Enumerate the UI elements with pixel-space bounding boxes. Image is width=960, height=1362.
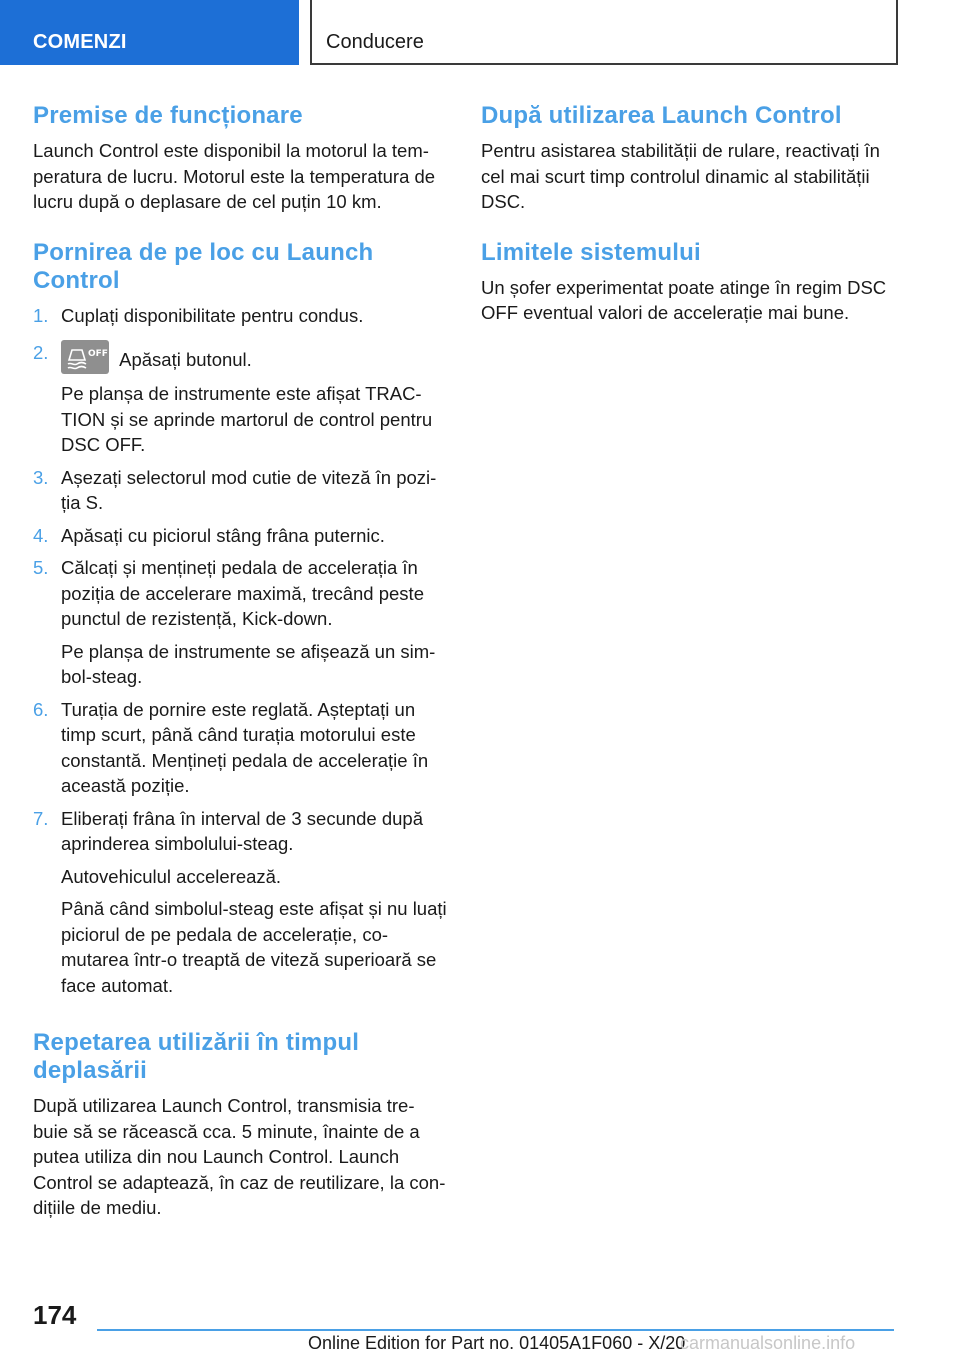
list-item xyxy=(33,697,448,799)
list-item xyxy=(33,806,448,999)
list-item xyxy=(33,523,448,549)
footer-edition: Online Edition for Part no. 01405A1F060 - X/20 xyxy=(308,1333,686,1353)
step-text: Așezați selectorul mod cutie de viteză în pozi-ția S. xyxy=(61,466,437,513)
dsc-off-button-icon xyxy=(61,340,109,374)
list-item xyxy=(33,340,448,458)
step-text: Apăsați butonul. xyxy=(119,349,252,370)
section-header-label: Conducere xyxy=(326,31,424,53)
dsc-off-icon-label: OFF xyxy=(88,349,108,359)
watermark: carmanualsonline.info xyxy=(680,1333,856,1353)
heading-premise: Premise de funcționare xyxy=(33,102,303,129)
step-number: 7. xyxy=(33,807,49,829)
page-number: 174 xyxy=(33,1300,77,1330)
chapter-tab xyxy=(0,0,299,65)
step-note: Pe planșa de instrumente este afișat TRAC-TION și se aprinde martorul de control pentru DSC OFF. xyxy=(61,383,433,455)
heading-launch-control: Pornirea de pe loc cu Launch Control xyxy=(33,238,374,294)
step-number: 1. xyxy=(33,304,49,326)
step-number: 3. xyxy=(33,466,49,488)
section-header xyxy=(310,0,898,65)
step-note: Până când simbolul-steag este afișat și nu luați piciorul de pe pedala de accelerație, co-mutarea într-o treaptă de viteză superioară se face automat. xyxy=(61,898,447,996)
paragraph-system-limits: Un șofer experimentat poate atinge în regim DSC OFF eventual valori de accelerație mai bune. xyxy=(481,276,887,323)
step-note: Pe planșa de instrumente se afișează un sim-bol-steag. xyxy=(61,640,436,687)
footer-divider xyxy=(97,1329,894,1331)
step-text: Cuplați disponibilitate pentru condus. xyxy=(61,304,364,326)
paragraph-repeat-use: După utilizarea Launch Control, transmisia tre-buie să se răcească cca. 5 minute, înainte de a putea utiliza din nou Launch Control. Launch Control se adaptează, în caz de reutilizare, la con-dițiile de mediu. xyxy=(33,1095,446,1218)
paragraph-after-use: Pentru asistarea stabilității de rulare, reactivați în cel mai scurt timp controlul dinamic al stabilității DSC. xyxy=(481,140,880,212)
steps-list xyxy=(33,303,448,999)
right-column xyxy=(481,102,896,326)
list-item xyxy=(33,465,448,516)
list-item xyxy=(33,555,448,690)
heading-repeat-use: Repetarea utilizării în timpul deplasării xyxy=(33,1029,360,1084)
paragraph-premise: Launch Control este disponibil la motorul la tem-peratura de lucru. Motorul este la temperatura de lucru după o deplasare de cel puțin 10 km. xyxy=(33,140,436,212)
list-item xyxy=(33,303,448,329)
heading-after-use: După utilizarea Launch Control xyxy=(481,102,842,129)
step-text: Eliberați frâna în interval de 3 secunde după aprinderea simbolului-steag. xyxy=(61,807,424,854)
step-text: Apăsați cu piciorul stâng frâna puternic. xyxy=(61,524,385,546)
step-note: Autovehiculul accelerează. xyxy=(61,865,282,887)
step-number: 4. xyxy=(33,524,49,546)
step-number: 5. xyxy=(33,557,49,578)
step-text: Călcați și mențineți pedala de accelerația în poziția de accelerare maximă, trecând peste punctul de rezistență, Kick-down. xyxy=(61,557,424,629)
heading-system-limits: Limitele sistemului xyxy=(481,238,701,266)
chapter-tab-label: COMENZI xyxy=(33,31,127,53)
step-number: 6. xyxy=(33,698,49,720)
step-text: Turația de pornire este reglată. Așteptați un timp scurt, până când turația motorului este constantă. Mențineți pedala de accelerație în această poziție. xyxy=(61,698,429,796)
step-number: 2. xyxy=(33,342,49,363)
left-column xyxy=(33,102,448,1221)
